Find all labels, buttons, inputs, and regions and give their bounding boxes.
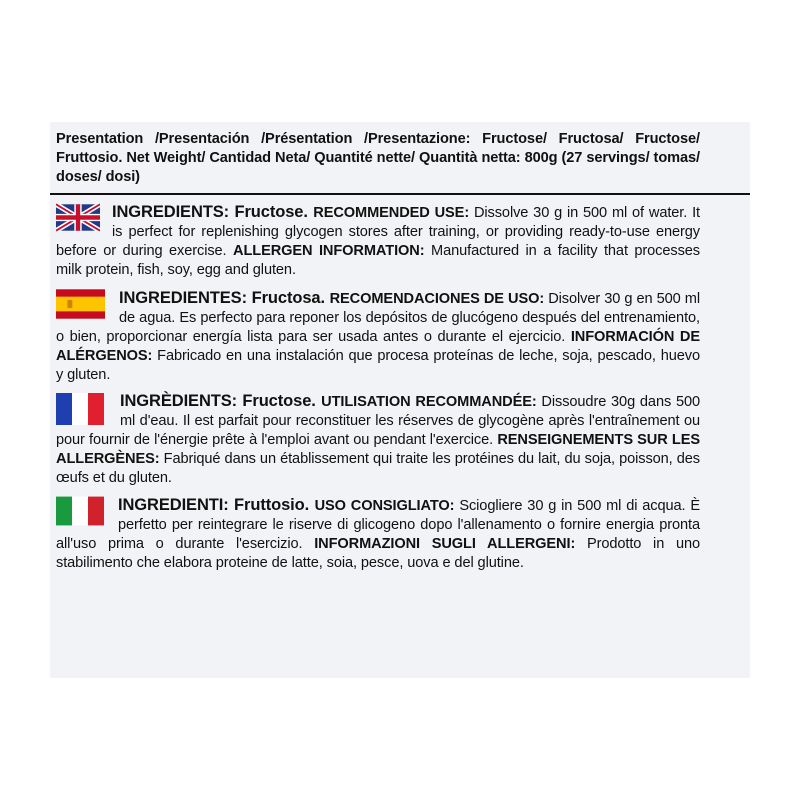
presentation-text: Presentation /Presentación /Présentation /Presentazione: Fructose/ Fructosa/ Fructose/ Fruttosio. Net Weight/ Cantidad Neta/ Quantité nette/ Quantità netta: 800g (27 servings/ tomas/ doses/ dosi) (56, 131, 700, 185)
recommended-use-label: USO CONSIGLIATO: (314, 498, 455, 514)
recommended-use-label: UTILISATION RECOMMANDÉE: (321, 394, 537, 410)
ingredients-label: INGREDIENTES: Fructosa (119, 289, 321, 307)
recommended-use-text: Sciogliere 30 g in 500 ml di acqua. È perfetto per reintegrare le riserve di glicogeno dopo l'allenamento o fornire energia pronta all'uso prima o durante l'esercizio. (56, 498, 701, 552)
allergen-label: ALLERGEN INFORMATION: (233, 243, 425, 259)
divider-rule (50, 193, 750, 195)
recommended-use-label: RECOMENDACIONES DE USO: (329, 291, 545, 307)
allergen-label: RENSEIGNEMENTS SUR LES ALLERGÈNES: (56, 432, 700, 467)
recommended-use-text: Disolver 30 g en 500 ml de agua. Es perfecto para reponer los depósitos de glucógeno después del entrenamiento, o bien, proporcionar energía lista para ser usada antes o durante el ejercicio. (56, 291, 700, 345)
separator: . (303, 203, 314, 221)
uk-flag-icon (56, 203, 100, 232)
ingredients-label: INGREDIENTS: Fructose (112, 203, 304, 221)
nutrition-label-panel (50, 122, 750, 678)
recommended-use-text: Dissoudre 30g dans 500 ml d'eau. Il est parfait pour reconstituer les réserves de glycogène après l'entraînement ou pour fournir de l'énergie prête à l'emploi avant ou pendant l'exercice. (56, 394, 701, 448)
france-flag-icon (56, 392, 104, 426)
separator: . (311, 392, 322, 410)
allergen-text: Fabriqué dans un établissement qui traite les protéines du lait, du soja, poisson, des œufs et du gluten. (56, 451, 700, 486)
allergen-label: INFORMACIÓN DE ALÉRGENOS: (56, 329, 700, 364)
allergen-text: Fabricado en una instalación que procesa proteínas de leche, soja, pescado, huevo y gluten. (56, 348, 700, 383)
allergen-text: Prodotto in uno stabilimento che elabora proteine de latte, soia, pesce, uova e del glutine. (56, 536, 701, 571)
ingredients-label: INGREDIENTI: Fruttosio (118, 496, 305, 514)
section-french (56, 392, 700, 488)
section-english (56, 203, 700, 280)
italy-flag-icon (56, 496, 104, 526)
section-spanish (56, 289, 700, 385)
recommended-use-text: Dissolve 30 g in 500 ml of water. It is perfect for replenishing glycogen stores after training, or providing ready-to-use energy before or during exercise. (56, 205, 701, 259)
ingredients-label: INGRÈDIENTS: Fructose (120, 392, 312, 410)
allergen-label: INFORMAZIONI SUGLI ALLERGENI: (314, 536, 576, 552)
allergen-text: Manufactured in a facility that processes milk protein, fish, soy, egg and gluten. (56, 243, 701, 278)
spain-flag-icon (56, 289, 105, 319)
section-italian (56, 496, 700, 573)
separator: . (320, 289, 330, 307)
recommended-use-label: RECOMMENDED USE: (313, 205, 470, 221)
separator: . (304, 496, 315, 514)
